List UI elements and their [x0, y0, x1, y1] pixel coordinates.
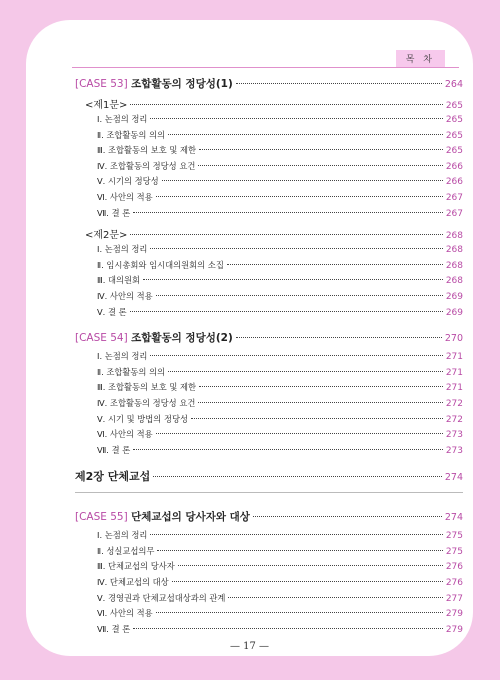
toc-entry-label: Ⅱ. 조합활동의 의의	[97, 366, 166, 377]
header-rule	[72, 67, 459, 68]
toc-page-number: 274	[444, 512, 463, 524]
toc-page-number: 265	[445, 146, 463, 157]
dot-leader	[156, 196, 443, 197]
toc-item-row[interactable]	[75, 290, 463, 306]
toc-case-row[interactable]	[75, 509, 463, 529]
case-title: 단체교섭의 당사자와 대상	[131, 511, 250, 524]
case-title: 조합활동의 정당성(2)	[131, 332, 233, 345]
toc-page-number: 269	[445, 307, 463, 318]
toc-case-row[interactable]	[75, 330, 463, 350]
toc-page-number: 266	[445, 161, 463, 172]
toc-item-row[interactable]	[75, 623, 463, 639]
toc-entry-label: Ⅴ. 결 론	[97, 306, 127, 317]
toc-page-number: 274	[444, 472, 463, 484]
toc-page-number: 268	[445, 276, 463, 287]
dot-leader	[228, 597, 442, 598]
case-code: [CASE 53]	[75, 78, 128, 90]
dot-leader	[130, 311, 443, 312]
dot-leader	[191, 418, 443, 419]
toc-item-row[interactable]	[75, 207, 463, 223]
toc-page-number: 276	[445, 562, 463, 573]
toc-entry-label: Ⅳ. 조합활동의 정당성 요건	[97, 160, 196, 171]
dot-leader	[150, 355, 442, 356]
toc-page-number: 272	[445, 398, 463, 409]
section-tag: 목 차	[396, 50, 445, 67]
dot-leader	[156, 295, 443, 296]
toc-page-number: 271	[445, 367, 463, 378]
toc-entry-label: Ⅴ. 시기 및 방법의 정당성	[97, 413, 188, 424]
toc-item-row[interactable]	[75, 444, 463, 460]
toc-item-row[interactable]	[75, 366, 463, 382]
toc-entry-label: 제2장 단체교섭	[75, 470, 151, 484]
toc-item-row[interactable]	[75, 259, 463, 275]
dot-leader	[130, 104, 442, 105]
toc-page-number: 277	[445, 593, 463, 604]
toc-item-row[interactable]	[75, 428, 463, 444]
dot-leader	[150, 118, 442, 119]
toc-item-row[interactable]	[75, 607, 463, 623]
dot-leader	[156, 612, 443, 613]
document-page	[26, 20, 473, 656]
toc-page-number: 265	[445, 130, 463, 141]
toc-entry-label: Ⅲ. 대의원회	[97, 275, 141, 286]
toc-page-number: 279	[445, 624, 463, 635]
toc-page-number: 273	[445, 445, 463, 456]
toc-entry-label: Ⅴ. 시기의 정당성	[97, 176, 159, 187]
toc-entry-label: Ⅰ. 논점의 정리	[97, 244, 148, 255]
toc-item-row[interactable]	[75, 381, 463, 397]
dot-leader	[198, 165, 442, 166]
dot-leader	[168, 134, 443, 135]
toc-page-number: 265	[445, 115, 463, 125]
toc-page-number: 273	[445, 430, 463, 441]
toc-entry-label: Ⅱ. 조합활동의 의의	[97, 129, 166, 140]
dot-leader	[236, 83, 442, 84]
toc-entry-label: Ⅴ. 경영권과 단체교섭대상과의 관계	[97, 592, 226, 603]
dot-leader	[153, 476, 442, 477]
toc-entry-label: Ⅳ. 조합활동의 정당성 요건	[97, 397, 196, 408]
case-code: [CASE 55]	[75, 511, 128, 524]
toc-page-number: 268	[445, 245, 463, 256]
dot-leader	[168, 371, 443, 372]
toc-entry-label: Ⅳ. 사안의 적용	[97, 290, 153, 301]
toc-entry-label: Ⅲ. 단체교섭의 당사자	[97, 561, 175, 572]
toc-page-number: 272	[445, 414, 463, 425]
toc-entry-label: Ⅲ. 조합활동의 보호 및 제한	[97, 145, 197, 156]
toc-item-row[interactable]	[75, 545, 463, 561]
dot-leader	[150, 534, 442, 535]
toc-item-row[interactable]	[75, 397, 463, 413]
toc-item-row[interactable]	[75, 350, 463, 366]
toc-page-number: 269	[445, 291, 463, 302]
toc-case-label	[75, 76, 233, 91]
dot-leader	[253, 516, 442, 517]
toc-item-row[interactable]	[75, 274, 463, 290]
toc-item-row[interactable]	[75, 175, 463, 191]
toc-case-label	[75, 509, 250, 524]
toc-entry-label: Ⅶ. 결 론	[97, 623, 131, 634]
toc-entry-label: Ⅱ. 임시총회와 임시대의원회의 소집	[97, 259, 224, 270]
toc-entry-label: Ⅵ. 사안의 적용	[97, 608, 153, 619]
dot-leader	[133, 212, 443, 213]
toc-page-number: 268	[445, 231, 463, 242]
toc-item-row[interactable]	[75, 191, 463, 207]
toc-item-row[interactable]	[75, 306, 463, 322]
dot-leader	[178, 565, 443, 566]
toc-entry-label: Ⅱ. 성실교섭의무	[97, 545, 155, 556]
toc-entry-label: Ⅶ. 결 론	[97, 444, 131, 455]
toc-page-number: 268	[445, 260, 463, 271]
chapter-rule	[75, 492, 463, 493]
dot-leader	[143, 279, 443, 280]
toc-item-row[interactable]	[75, 592, 463, 608]
toc-item-row[interactable]	[75, 529, 463, 545]
dot-leader	[162, 180, 443, 181]
toc-case-row[interactable]	[75, 76, 463, 96]
toc-entry-label: Ⅰ. 논점의 정리	[97, 351, 148, 362]
toc-q-row[interactable]	[75, 96, 463, 113]
toc-page-number: 265	[445, 101, 463, 111]
toc-page-number: 264	[444, 79, 463, 90]
case-code: [CASE 54]	[75, 332, 128, 345]
dot-leader	[172, 581, 443, 582]
toc-case-label	[75, 330, 233, 345]
toc-item-row[interactable]	[75, 413, 463, 429]
toc-item-row[interactable]	[75, 160, 463, 176]
dot-leader	[199, 386, 443, 387]
toc-page-number: 267	[445, 192, 463, 203]
spacer	[75, 321, 463, 330]
toc-entry-label: Ⅰ. 논점의 정리	[97, 114, 148, 124]
toc-item-row[interactable]	[75, 576, 463, 592]
toc-entry-label: <제1문>	[85, 100, 128, 111]
dot-leader	[199, 149, 443, 150]
toc-page-number: 266	[445, 177, 463, 188]
toc-entry-label: Ⅲ. 조합활동의 보호 및 제한	[97, 382, 197, 393]
page-number: — 17 —	[229, 641, 270, 652]
toc-page-number: 275	[445, 546, 463, 557]
spacer	[75, 459, 463, 468]
toc-entry-label: Ⅶ. 결 론	[97, 207, 131, 218]
toc-page-number: 279	[445, 609, 463, 620]
toc-item-row[interactable]	[75, 560, 463, 576]
toc-entry-label: Ⅵ. 사안의 적용	[97, 191, 153, 202]
dot-leader	[156, 433, 443, 434]
case-title: 조합활동의 정당성(1)	[131, 78, 233, 90]
toc-entry-label: Ⅳ. 단체교섭의 대상	[97, 577, 169, 588]
toc-item-row[interactable]	[75, 129, 463, 145]
toc-page-number: 276	[445, 578, 463, 589]
dot-leader	[198, 402, 442, 403]
toc-page-number: 275	[445, 531, 463, 542]
dot-leader	[133, 449, 443, 450]
toc-chapter-row[interactable]	[75, 468, 463, 490]
table-of-contents	[75, 76, 463, 638]
dot-leader	[157, 550, 442, 551]
dot-leader	[236, 337, 442, 338]
toc-page-number: 267	[445, 208, 463, 219]
dot-leader	[150, 248, 442, 249]
toc-q-row[interactable]	[75, 226, 463, 243]
toc-entry-label: Ⅰ. 논점의 정리	[97, 530, 148, 541]
toc-item-row[interactable]	[75, 144, 463, 160]
dot-leader	[130, 234, 442, 235]
spacer	[75, 500, 463, 509]
toc-page-number: 270	[444, 333, 463, 345]
toc-item-row[interactable]	[75, 113, 463, 129]
toc-item-row[interactable]	[75, 243, 463, 259]
dot-leader	[227, 264, 443, 265]
toc-entry-label: <제2문>	[85, 230, 128, 242]
toc-entry-label: Ⅵ. 사안의 적용	[97, 429, 153, 440]
dot-leader	[133, 628, 443, 629]
toc-page-number: 271	[445, 352, 463, 363]
toc-page-number: 271	[445, 383, 463, 394]
